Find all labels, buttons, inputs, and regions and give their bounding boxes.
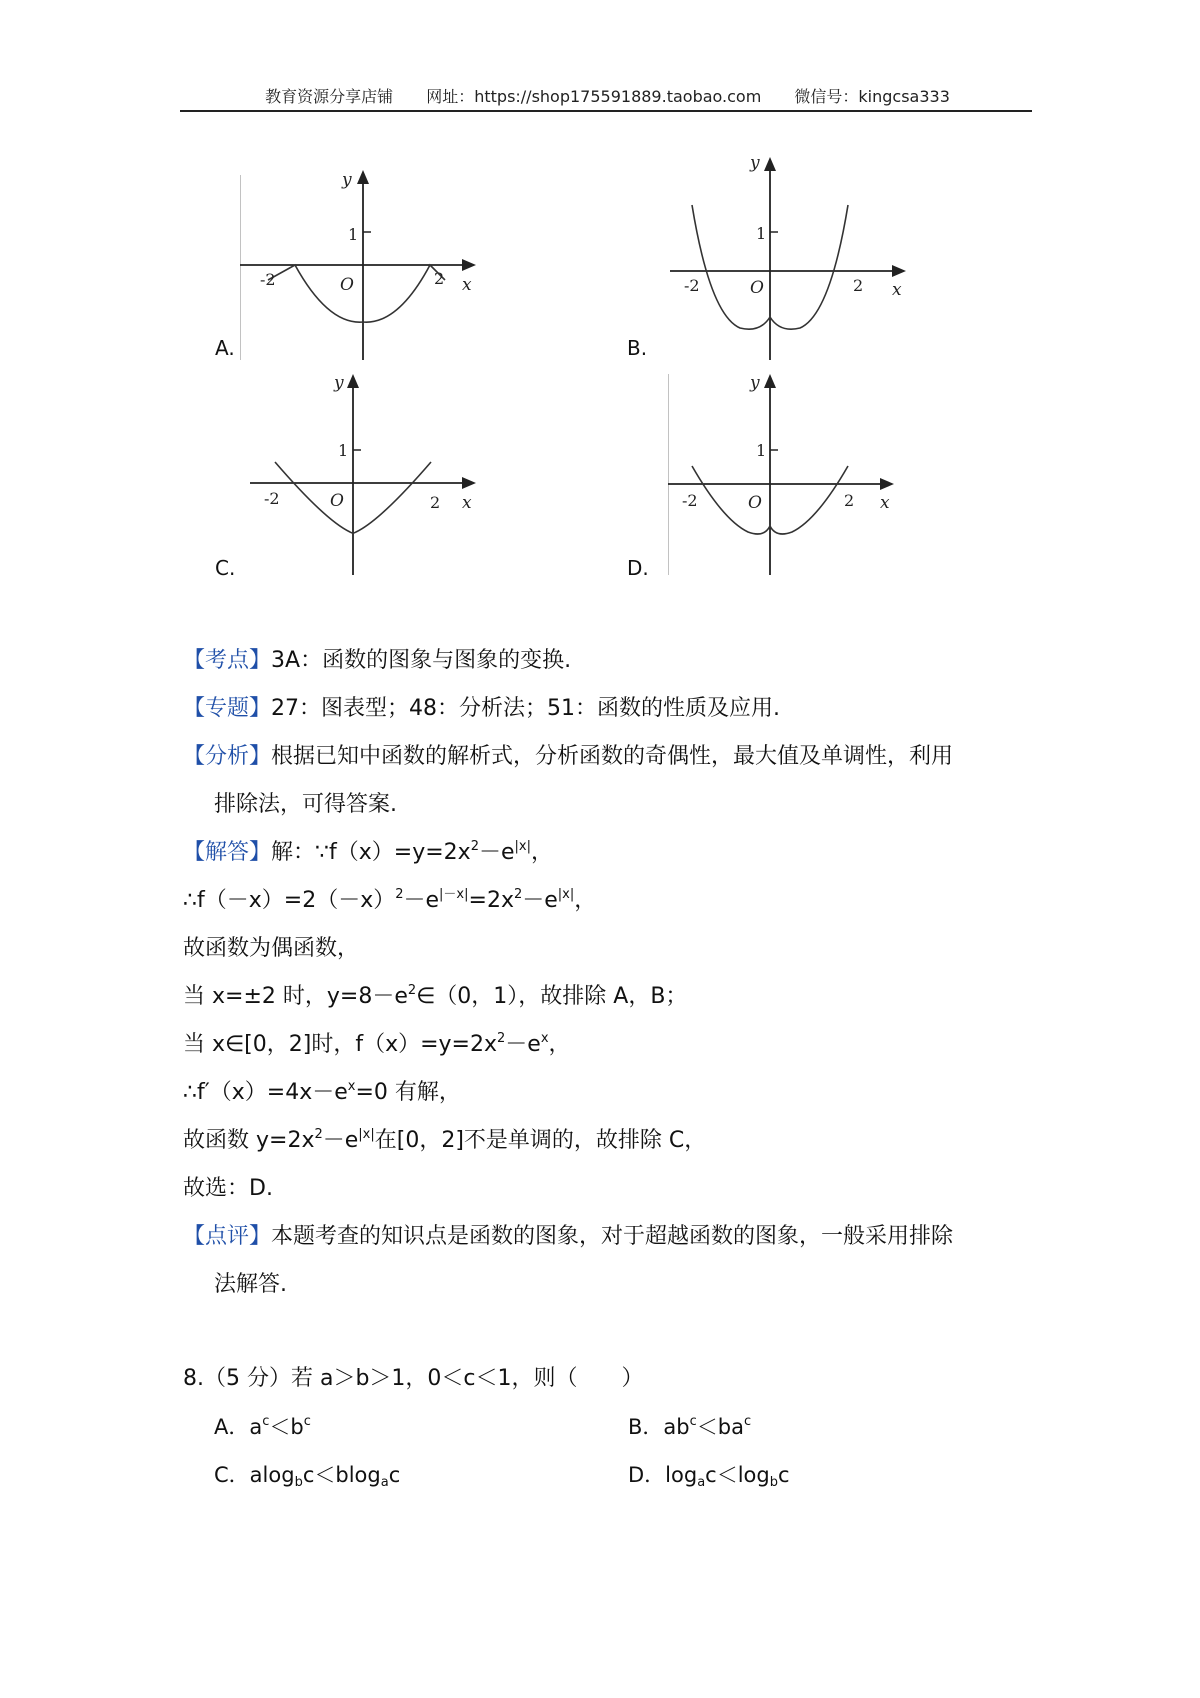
q8-b-s1: c — [689, 1414, 697, 1429]
page-header — [180, 84, 1035, 107]
line7-sup-2: |x| — [358, 1127, 375, 1142]
line2-sup-2: |－x| — [439, 887, 469, 902]
graph-d-tick-one: 1 — [756, 441, 767, 460]
q8-b-p2: ＜ba — [696, 1415, 744, 1439]
graph-c-origin: O — [330, 491, 344, 511]
q8-d-p1: log — [665, 1463, 698, 1487]
q8-d-s1: a — [697, 1475, 706, 1490]
graph-b-x-label: x — [892, 280, 902, 300]
q8-a-s2: c — [303, 1414, 311, 1429]
fenxi-line — [183, 742, 953, 772]
graph-c-letter: C. — [215, 556, 236, 580]
graph-d-y-label: y — [750, 373, 760, 393]
q8-c-p2: c＜blog — [302, 1463, 381, 1487]
graph-a — [240, 150, 490, 360]
q8-d-label: D． — [628, 1463, 666, 1487]
q8-option-a — [214, 1412, 311, 1442]
graph-d-letter: D. — [627, 556, 649, 580]
line2-c: =2x — [468, 888, 514, 913]
dianping-line — [183, 1222, 953, 1252]
dianping-text-2: 法解答. — [214, 1272, 287, 1297]
line7-c: 在[0，2]不是单调的，故排除 C， — [374, 1128, 707, 1153]
line4-b: ∈（0，1），故排除 A，B； — [416, 984, 688, 1009]
fenxi-text-2: 排除法，可得答案. — [214, 792, 397, 817]
q8-c-label: C． — [214, 1463, 250, 1487]
solution-line-2 — [183, 886, 596, 916]
line6-b: =0 有解， — [355, 1080, 461, 1105]
graph-a-tick-neg-two: -2 — [260, 270, 276, 289]
graph-a-x-label: x — [462, 275, 472, 295]
kaodian-text: 3A：函数的图象与图象的变换. — [271, 648, 572, 673]
line7-a: 故函数 y=2x — [183, 1128, 315, 1153]
line5-b: －e — [505, 1032, 541, 1057]
q8-c-s1: b — [294, 1475, 303, 1490]
graph-b — [670, 135, 920, 360]
line5-sup-1: 2 — [497, 1031, 506, 1046]
line5-a: 当 x∈[0，2]时，f（x）=y=2x — [183, 1032, 498, 1057]
dianping-text-1: 本题考查的知识点是函数的图象，对于超越函数的图象，一般采用排除 — [271, 1224, 954, 1249]
graph-b-letter: B. — [627, 336, 648, 360]
zhuanti-line — [183, 694, 780, 724]
header-wechat: 微信号：kingcsa333 — [794, 87, 950, 106]
graph-a-origin: O — [340, 275, 354, 295]
jieda-line — [183, 838, 553, 868]
jieda-text-b: －e — [478, 840, 515, 865]
solution-line-6 — [183, 1078, 461, 1108]
q8-b-label: B． — [628, 1415, 664, 1439]
question-8-stem: 8.（5 分）若 a＞b＞1，0＜c＜1，则（ ） — [183, 1366, 644, 1391]
line2-a: ∴f（－x）=2（－x） — [183, 888, 396, 913]
dianping-tag: 【点评】 — [183, 1224, 272, 1249]
graph-b-tick-two: 2 — [853, 276, 864, 295]
graph-b-tick-neg-two: -2 — [684, 276, 700, 295]
graph-c-tick-one: 1 — [338, 441, 349, 460]
graph-b-y-label: y — [750, 153, 760, 173]
graph-d-tick-neg-two: -2 — [682, 491, 698, 510]
q8-b-s2: c — [743, 1414, 752, 1429]
graph-b-tick-one: 1 — [756, 224, 767, 243]
line2-sup-4: |x| — [557, 887, 575, 902]
q8-d-p3: c — [777, 1463, 790, 1487]
graph-a-letter: A. — [215, 336, 235, 360]
line5-sup-2: x — [540, 1031, 549, 1046]
q8-d-s2: b — [769, 1475, 778, 1490]
kaodian-tag: 【考点】 — [183, 648, 272, 673]
jieda-sup-1: 2 — [470, 839, 479, 854]
line5-c: ， — [548, 1032, 571, 1057]
graph-c-tick-neg-two: -2 — [264, 489, 280, 508]
line2-e: ， — [574, 888, 597, 913]
line2-sup-3: 2 — [513, 887, 523, 902]
fenxi-tag: 【分析】 — [183, 744, 272, 769]
q8-d-p2: c＜log — [705, 1463, 770, 1487]
line7-sup-1: 2 — [314, 1127, 323, 1142]
graph-b-origin: O — [750, 278, 764, 298]
graph-d-origin: O — [748, 493, 762, 513]
jieda-text-a: 解：∵f（x）=y=2x — [271, 840, 471, 865]
zhuanti-text: 27：图表型；48：分析法；51：函数的性质及应用. — [271, 696, 780, 721]
line2-b: －e — [403, 888, 440, 913]
graph-d-x-label: x — [880, 493, 890, 513]
jieda-tag: 【解答】 — [183, 840, 272, 865]
graph-a-tick-two: 2 — [434, 269, 445, 288]
line2-d: －e — [522, 888, 558, 913]
q8-option-b — [628, 1412, 751, 1442]
jieda-text-c: ， — [530, 840, 553, 865]
q8-a-p1: a — [249, 1415, 263, 1439]
line6-sup: x — [347, 1079, 356, 1094]
q8-c-s2: a — [380, 1475, 389, 1490]
graph-d-tick-two: 2 — [844, 491, 855, 510]
kaodian-line — [183, 646, 571, 676]
solution-line-7 — [183, 1126, 706, 1156]
jieda-sup-2: |x| — [514, 839, 531, 854]
line4-sup: 2 — [407, 983, 417, 998]
fenxi-text-1: 根据已知中函数的解析式，分析函数的奇偶性，最大值及单调性，利用 — [271, 744, 954, 769]
line4-a: 当 x=±2 时，y=8－e — [183, 984, 408, 1009]
header-site: 网址：https://shop175591889.taobao.com — [426, 87, 762, 106]
solution-line-8: 故选：D. — [183, 1176, 273, 1201]
q8-option-d — [628, 1460, 790, 1490]
graph-c-tick-two: 2 — [430, 493, 441, 512]
graph-d — [668, 370, 908, 580]
zhuanti-tag: 【专题】 — [183, 696, 272, 721]
solution-line-4 — [183, 982, 687, 1012]
q8-b-p1: ab — [663, 1415, 690, 1439]
line6-a: ∴f′（x）=4x－e — [183, 1080, 348, 1105]
graph-c-y-label: y — [334, 373, 344, 393]
q8-a-p2: ＜b — [269, 1415, 304, 1439]
solution-line-3: 故函数为偶函数， — [183, 936, 360, 961]
graph-c-x-label: x — [462, 493, 472, 513]
q8-a-label: A． — [214, 1415, 250, 1439]
line2-sup-1: 2 — [395, 887, 404, 902]
graph-a-tick-one: 1 — [348, 225, 359, 244]
q8-a-s1: c — [262, 1414, 270, 1429]
graph-a-y-label: y — [342, 170, 352, 190]
line7-b: －e — [322, 1128, 359, 1153]
q8-c-p1: alog — [249, 1463, 295, 1487]
header-rule — [180, 110, 1032, 112]
solution-line-5 — [183, 1030, 571, 1060]
graph-c — [250, 370, 490, 580]
q8-option-c — [214, 1460, 400, 1490]
header-shop: 教育资源分享店铺 — [265, 87, 394, 106]
q8-c-p3: c — [388, 1463, 401, 1487]
